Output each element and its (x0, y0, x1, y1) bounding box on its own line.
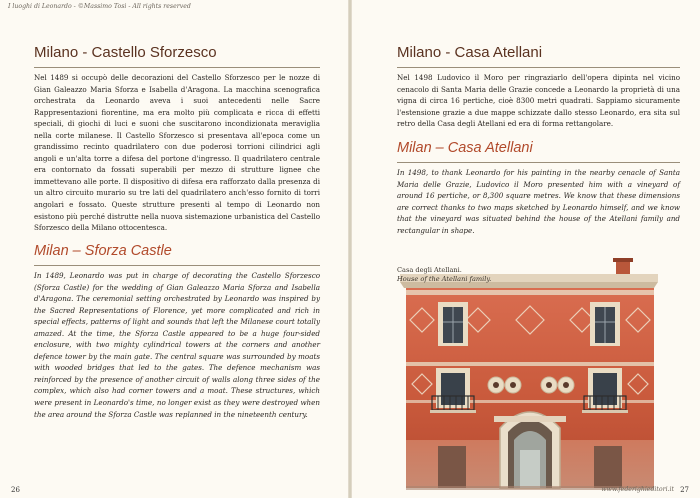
running-head: I luoghi di Leonardo - ©Massimo Tosi - All rights reserved (8, 3, 191, 10)
title-rule (34, 265, 320, 266)
title-sforza-castle: Milan – Sforza Castle (34, 243, 172, 259)
balcony-window-left (430, 368, 476, 413)
side-door-right (594, 446, 622, 488)
title-rule (34, 67, 320, 68)
title-rule (397, 67, 680, 68)
title-castello-sforzesco: Milano - Castello Sforzesco (34, 44, 217, 61)
upper-window-left (438, 302, 468, 346)
page-number-left: 26 (11, 486, 20, 494)
page-number-right: 27 (680, 486, 689, 494)
body-italian-atellani: Nel 1498 Ludovico il Moro per ringraziarlo dell'opera dipinta nel vicino cenacolo di Santa Maria delle Grazie concede a Leonardo la proprietà di una vigna di circa 16 pertiche, cioè 8300 metri quadrati. Sappiamo sicuramente l'estensione grazie a due mappe schizzate dallo stesso Leonardo, era sita sul retro della Casa degli Atellani ed era di forma rettangolare. (397, 73, 680, 129)
balcony-window-right (582, 368, 628, 413)
publisher-website: www.federighieditori.it (601, 486, 674, 493)
title-casa-atellani-en: Milan – Casa Atellani (397, 140, 533, 156)
title-rule (397, 162, 680, 163)
casa-atellani-illustration (386, 250, 686, 495)
upper-window-right (590, 302, 620, 346)
caption-italian: Casa degli Atellani. (397, 266, 462, 274)
body-italian-castello: Nel 1489 si occupò delle decorazioni del Castello Sforzesco per le nozze di Gian Galeazzo Maria Sforza e Isabella d'Aragona. La macchina scenografica orchestrata da Leonardo aveva i suoi antecedenti nelle Sacre Rappresentazioni fiorentine, ma era molto più complicata e ricca di effetti speciali, di giochi di luci e suoni che suscitarono incondizionata meraviglia nella corte milanese. Il Castello Sforzesco si presentava all'epoca come un grandissimo recinto quadrilatero con due poderosi torrioni cilindrici agli angoli e un'alta torre a difesa del portone d'ingresso. Il quadrilatero centrale era contornato da fossati superabili per mezzo di strutture lignee che immettevano alle porte. Il dispositivo di difesa era rafforzato dalla presenza di un altro circuito murario su tre lati del quadrilatero anch'esso fornito di torri angolari e fossato. Queste strutture presenti al tempo di Leonardo non esistono più perché distrutte nella nuova sistemazione urbanistica del Castello Sforzesco della Milano ottocentesca. (34, 73, 320, 233)
side-door-left (438, 446, 466, 488)
entrance-portal (494, 412, 566, 488)
book-gutter (348, 0, 352, 498)
body-english-sforza: In 1489, Leonardo was put in charge of decorating the Castello Sforzesco (Sforza Castle) for the wedding of Gian Galeazzo Maria Sforza and Isabella d'Aragona. The ceremonial setting orchestrated by Leonardo was inspired by the Sacred Representations of Florence, yet more complicated and rich in special effects, patterns of light and sounds that left the Milanese court totally amazed. At the time, the Sforza Castle appeared to be a huge four-sided enclosure, with two mighty cylindrical towers at the corners and another defence tower by the main gate. The central square was surrounded by moats with wooded bridges that led to the gates. The defence mechanism was reinforced by the presence of another circuit of walls along three sides of the complex, which also had corner towers and a moat. These structures, which were present in Leonardo's time, no longer exist as they were destroyed when the area around the Sforza Castle was replanned in the nineteenth century. (34, 271, 320, 419)
caption-english: House of the Atellani family. (397, 275, 492, 283)
title-casa-atellani-it: Milano - Casa Atellani (397, 44, 543, 61)
illustration-caption (397, 266, 491, 284)
chimney (616, 260, 630, 276)
body-english-atellani: In 1498, to thank Leonardo for his painting in the nearby cenacle of Santa Maria delle Grazie, Ludovico il Moro presented him with a vineyard of around 16 pertiche, or 8,300 square metres. We know that these dimensions are correct thanks to two maps sketched by Leonardo himself, and we know that the vineyard was situated behind the house of the Atellani family and rectangular in shape. (397, 168, 680, 235)
